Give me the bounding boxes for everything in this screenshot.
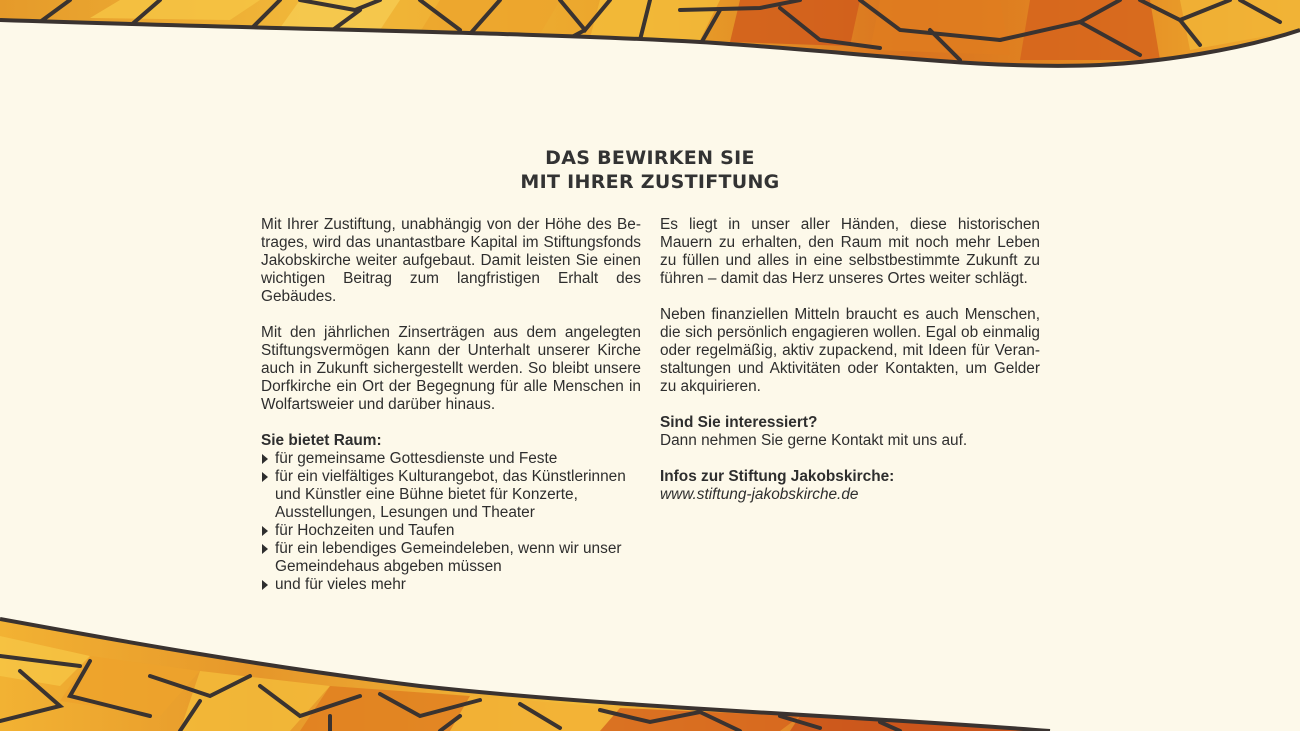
triangle-bullet-icon bbox=[262, 526, 268, 536]
raum-section bbox=[261, 432, 641, 594]
list-item bbox=[261, 522, 641, 540]
left-paragraph-2: Mit den jährlichen Zinserträgen aus dem angelegten Stiftungsvermögen kann der Unterhalt unserer Kirche auch in Zukunft sichergestellt werden. So bleibt unsere Dorfkirche ein Ort der Begegnung für alle Menschen in Wolfartsweier und darüber hinaus. bbox=[261, 324, 641, 413]
triangle-bullet-icon bbox=[262, 544, 268, 554]
left-paragraph-1: Mit Ihrer Zustiftung, unabhängig von der Höhe des Betrages, wird das unantastbare Kapital im Stiftungsfonds Jakobskirche weiter aufgebaut. Damit leisten Sie einen wichtigen Beitrag zum langfristigen Erhalt des Gebäudes. bbox=[261, 216, 641, 305]
list-item-text: für Hochzeiten und Taufen bbox=[275, 522, 455, 539]
contact-text: Dann nehmen Sie gerne Kontakt mit uns auf. bbox=[660, 432, 968, 449]
left-column bbox=[261, 216, 641, 594]
list-item bbox=[261, 576, 641, 594]
list-item bbox=[261, 468, 641, 522]
triangle-bullet-icon bbox=[262, 472, 268, 482]
right-paragraph-2: Neben finanziellen Mitteln braucht es auch Menschen, die sich persönlich engagieren wollen. Egal ob einmalig oder regelmäßig, aktiv zupackend, mit Ideen für Veranstaltungen und Aktivitäten oder Kontakten, um Gelder zu akquirieren. bbox=[660, 306, 1040, 395]
website-link[interactable]: www.stiftung-jakobskirche.de bbox=[660, 486, 859, 503]
interest-question: Sind Sie interessiert? bbox=[660, 414, 818, 431]
triangle-bullet-icon bbox=[262, 454, 268, 464]
list-item bbox=[261, 540, 641, 576]
info-heading: Infos zur Stiftung Jakobskirche: bbox=[660, 468, 895, 485]
list-heading: Sie bietet Raum: bbox=[261, 432, 382, 449]
list-item-text: für gemeinsame Gottesdienste und Feste bbox=[275, 450, 558, 467]
right-paragraph-1: Es liegt in unser aller Händen, diese historischen Mauern zu erhalten, den Raum mit noch mehr Leben zu füllen und alles in eine selbstbestimmte Zukunft zu führen – damit das Herz unseres Ortes weiter schlägt. bbox=[660, 216, 1040, 287]
list-item-text: für ein vielfältiges Kulturangebot, das Künstlerinnen und Künstler eine Bühne bietet für Konzerte, Ausstellungen, Lesungen und Theater bbox=[275, 468, 626, 521]
list-item-text: für ein lebendiges Gemeindeleben, wenn wir unser Gemeindehaus abgeben müssen bbox=[275, 540, 622, 575]
raum-list bbox=[261, 450, 641, 594]
right-column bbox=[660, 216, 1040, 504]
triangle-bullet-icon bbox=[262, 580, 268, 590]
list-item bbox=[261, 450, 641, 468]
info-section bbox=[660, 468, 1040, 504]
stained-glass-top-band bbox=[0, 0, 1300, 72]
heading-line-1: DAS BEWIRKEN SIE bbox=[545, 147, 755, 169]
list-item-text: und für vieles mehr bbox=[275, 576, 406, 593]
stained-glass-bottom-band bbox=[0, 616, 1300, 731]
contact-section bbox=[660, 414, 1040, 450]
page-heading bbox=[0, 146, 1300, 194]
heading-line-2: MIT IHRER ZUSTIFTUNG bbox=[520, 171, 780, 193]
